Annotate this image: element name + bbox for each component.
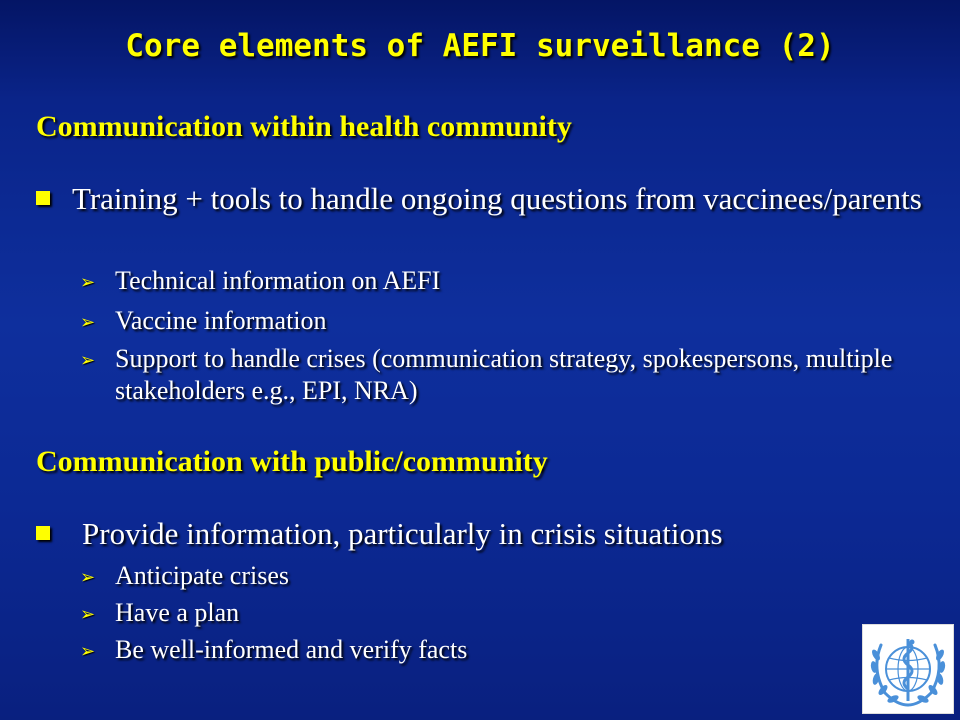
subitem-technical-info [80, 265, 940, 297]
subitem-have-plan [80, 597, 940, 629]
arrow-bullet-icon: ➢ [80, 272, 96, 293]
bullet-provide-information [36, 515, 936, 555]
bullet-training-tools [36, 180, 936, 260]
bullet-text: Training + tools to handle ongoing questions from vaccinees/parents [72, 181, 922, 216]
who-logo [862, 624, 954, 714]
arrow-bullet-icon: ➢ [80, 641, 96, 662]
subitem-anticipate-crises [80, 560, 940, 592]
subitem-crisis-support [80, 343, 940, 409]
bullet-text: Provide information, particularly in crisis situations [82, 516, 723, 551]
subitem-text: Technical information on AEFI [115, 266, 441, 295]
arrow-bullet-icon: ➢ [80, 312, 96, 333]
subitem-text: Have a plan [115, 598, 240, 627]
arrow-bullet-icon: ➢ [80, 350, 96, 371]
arrow-bullet-icon: ➢ [80, 604, 96, 625]
subitem-vaccine-info [80, 305, 940, 337]
subitem-text: Vaccine information [115, 306, 327, 335]
subitem-text: Be well-informed and verify facts [115, 635, 468, 664]
section-heading-health-community: Communication within health community [36, 110, 572, 143]
square-bullet-icon [36, 191, 50, 205]
square-bullet-icon [36, 526, 50, 540]
section-heading-public-community: Communication with public/community [36, 445, 548, 478]
subitem-text: Support to handle crises (communication strategy, spokespersons, multiple stakeholders e.g., EPI, NRA) [115, 344, 893, 405]
who-emblem-icon [863, 625, 953, 713]
slide-title: Core elements of AEFI surveillance (2) [125, 28, 835, 64]
subitem-text: Anticipate crises [115, 561, 289, 590]
arrow-bullet-icon: ➢ [80, 567, 96, 588]
subitem-verify-facts [80, 634, 940, 666]
